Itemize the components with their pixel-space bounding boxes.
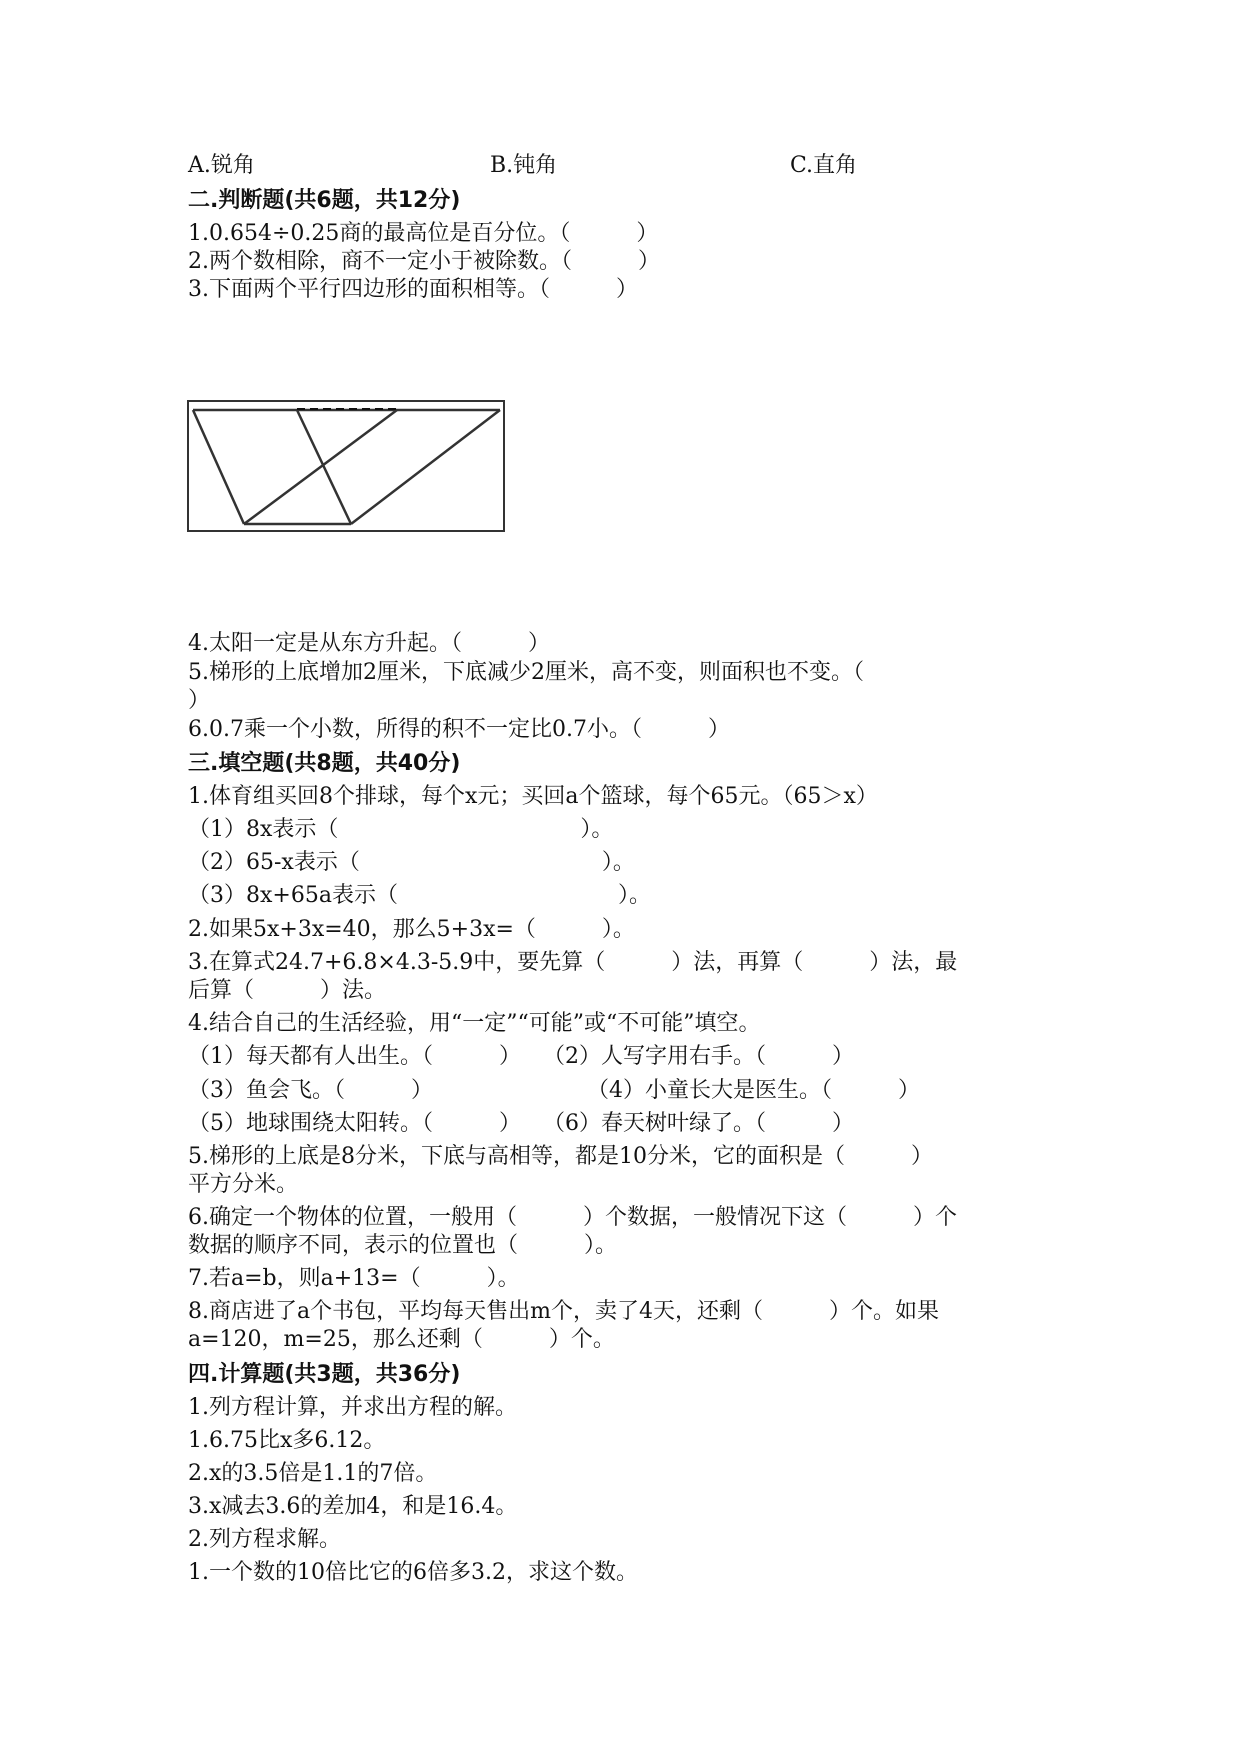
question-line: 5.梯形的上底是8分米，下底与高相等，都是10分米，它的面积是（ ） — [188, 1144, 933, 1169]
question-line: （3）8x+65a表示（ ）。 — [188, 883, 651, 908]
question-line: （1）8x表示（ ）。 — [188, 817, 614, 842]
option-b: B.钝角 — [490, 153, 558, 178]
question-line: 平方分米。 — [188, 1172, 299, 1197]
question-line: 2.两个数相除，商不一定小于被除数。（ ） — [188, 249, 660, 274]
question-line: 1.0.654÷0.25商的最高位是百分位。（ ） — [188, 221, 659, 246]
right-edge-a — [297, 410, 351, 524]
question-line: 8.商店进了a个书包，平均每天售出m个，卖了4天，还剩（ ）个。如果 — [188, 1299, 939, 1324]
question-line: 1.体育组买回8个排球，每个x元；买回a个篮球，每个65元。（65＞x） — [188, 784, 878, 809]
question-line: （3）鱼会飞。（ ） （4）小童长大是医生。（ ） — [188, 1078, 920, 1103]
question-line: 3.x减去3.6的差加4，和是16.4。 — [188, 1494, 518, 1519]
question-line: 1.列方程计算，并求出方程的解。 — [188, 1395, 517, 1420]
question-line: a=120，m=25，那么还剩（ ）个。 — [188, 1327, 615, 1352]
left-edge-a — [193, 410, 244, 524]
section-title-calculation: 四.计算题(共3题，共36分) — [188, 1362, 461, 1387]
question-line: （2）65-x表示（ ）。 — [188, 850, 635, 875]
question-line: 1.6.75比x多6.12。 — [188, 1428, 386, 1453]
question-line: 6.0.7乘一个小数，所得的积不一定比0.7小。（ ） — [188, 717, 730, 742]
section-title-fill-blank: 三.填空题(共8题，共40分) — [188, 751, 461, 776]
question-line: （5）地球围绕太阳转。（ ） （6）春天树叶绿了。（ ） — [188, 1111, 854, 1136]
question-line: 1.一个数的10倍比它的6倍多3.2，求这个数。 — [188, 1560, 638, 1585]
option-a: A.锐角 — [188, 153, 255, 178]
question-line: 7.若a=b，则a+13=（ ）。 — [188, 1266, 520, 1291]
question-line: 3.在算式24.7+6.8×4.3-5.9中，要先算（ ）法，再算（ ）法，最 — [188, 950, 958, 975]
option-c: C.直角 — [790, 153, 858, 178]
question-line: ） — [188, 688, 211, 713]
question-line: 2.x的3.5倍是1.1的7倍。 — [188, 1461, 438, 1486]
question-line: 5.梯形的上底增加2厘米，下底减少2厘米，高不变，则面积也不变。（ — [188, 660, 864, 685]
question-line: 4.太阳一定是从东方升起。（ ） — [188, 631, 550, 656]
question-line: 4.结合自己的生活经验，用“一定”“可能”或“不可能”填空。 — [188, 1011, 761, 1036]
question-line: 6.确定一个物体的位置，一般用（ ）个数据，一般情况下这（ ）个 — [188, 1205, 957, 1230]
question-line: 2.列方程求解。 — [188, 1527, 341, 1552]
question-line: 后算（ ）法。 — [188, 978, 387, 1003]
question-line: 3.下面两个平行四边形的面积相等。（ ） — [188, 277, 638, 302]
question-line: （1）每天都有人出生。（ ） （2）人写字用右手。（ ） — [188, 1044, 854, 1069]
parallelograms-figure — [187, 400, 505, 532]
question-line: 2.如果5x+3x=40，那么5+3x=（ ）。 — [188, 917, 635, 942]
question-line: 数据的顺序不同，表示的位置也（ ）。 — [188, 1233, 618, 1258]
section-title-judgement: 二.判断题(共6题，共12分) — [188, 188, 461, 213]
